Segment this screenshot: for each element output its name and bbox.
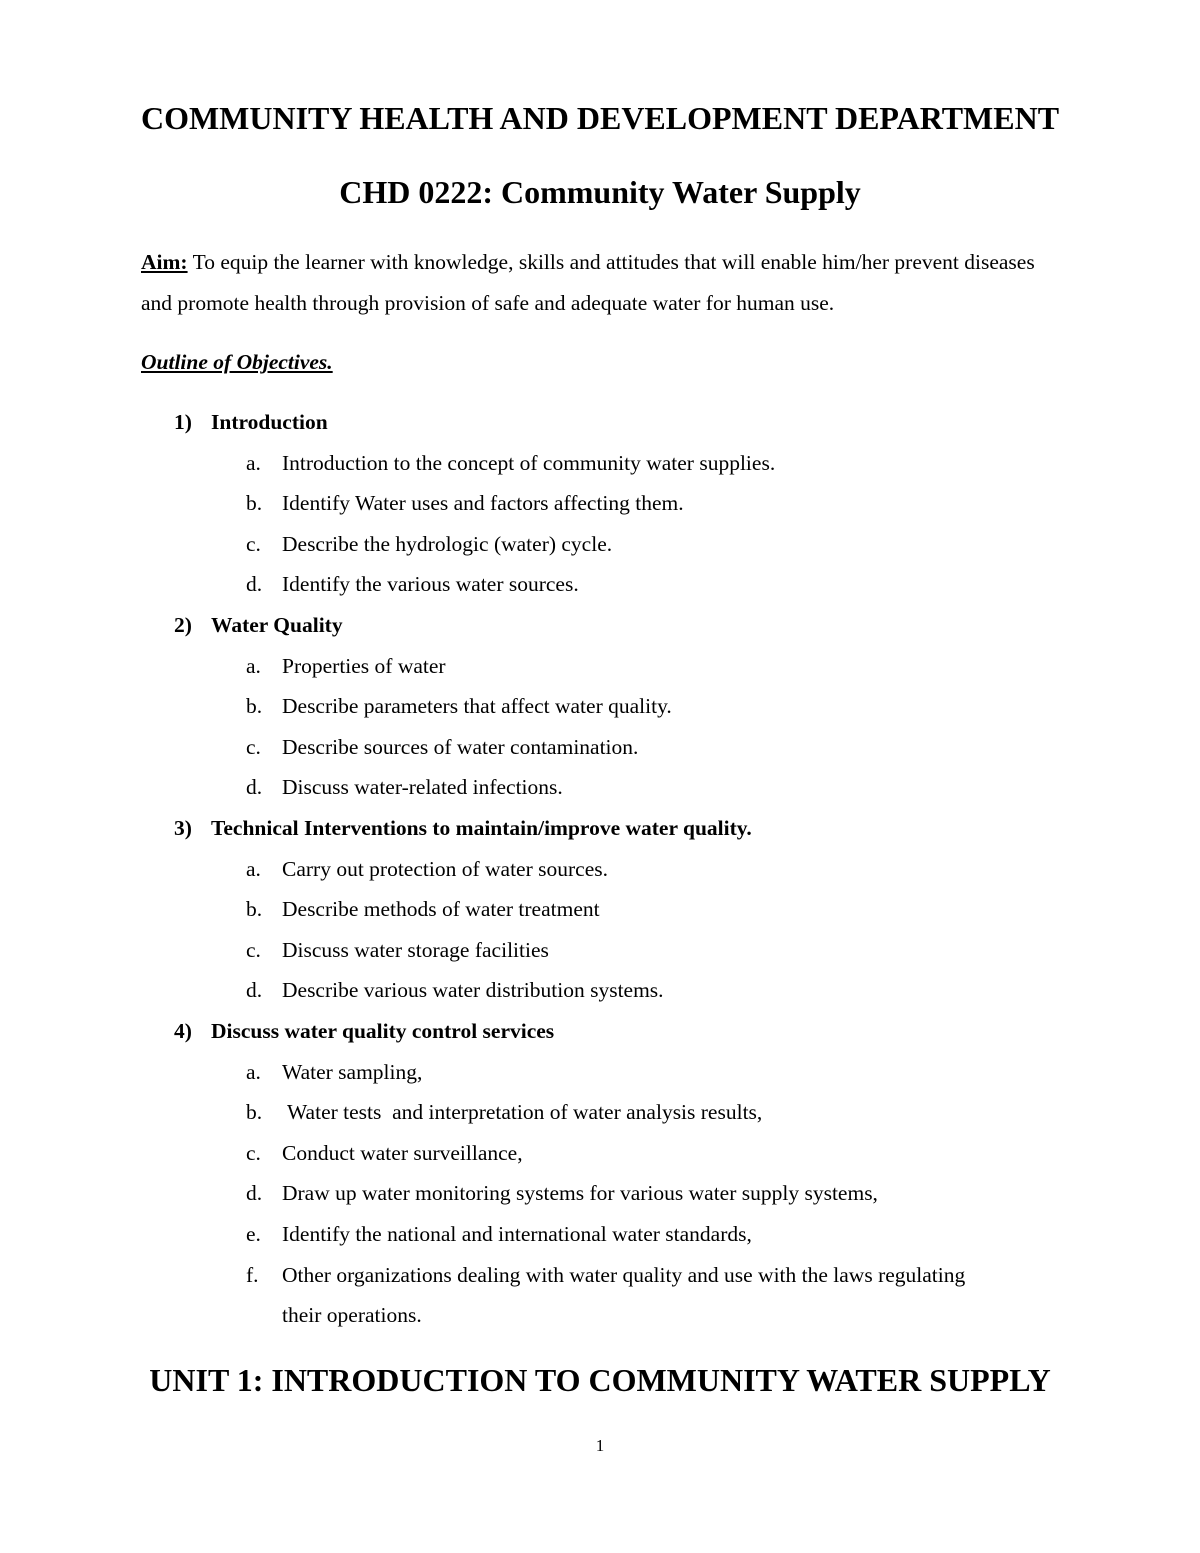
item-letter: c. [246, 937, 261, 962]
aim-label: Aim: [141, 250, 188, 274]
aim-text: To equip the learner with knowledge, skills and attitudes that will enable him/her prevent diseases and promote health through provision of safe and adequate water for human use. [141, 250, 1035, 315]
section-number: 3) [174, 816, 192, 840]
item-text: Discuss water-related infections. [282, 775, 563, 800]
item-letter: a. [246, 450, 261, 475]
item-text: Describe the hydrologic (water) cycle. [282, 531, 613, 556]
item-letter: e. [246, 1222, 261, 1246]
item-text: Carry out protection of water sources. [282, 856, 608, 881]
item-text: Water tests and interpretation of water analysis results, [282, 1100, 763, 1125]
item-text: Identify Water uses and factors affecting them. [282, 491, 684, 516]
item-letter: c. [246, 531, 261, 556]
item-letter: d. [246, 978, 263, 1003]
page-number: 1 [595, 1436, 605, 1455]
item-text: Properties of water [282, 653, 446, 678]
item-letter: c. [246, 734, 261, 759]
item-letter: d. [246, 1181, 263, 1206]
item-text: Other organizations dealing with water quality and use with the laws regulating [282, 1262, 966, 1287]
item-letter: f. [246, 1262, 259, 1287]
item-letter: d. [246, 775, 263, 800]
item-letter: b. [246, 491, 263, 516]
section-title: Water Quality [211, 613, 343, 637]
item-text: Discuss water storage facilities [282, 937, 549, 962]
outline-heading: Outline of Objectives. [141, 350, 333, 374]
item-text: Describe sources of water contamination. [282, 734, 639, 759]
aim-paragraph [141, 242, 1061, 323]
item-letter: b. [246, 897, 263, 922]
item-text: Water sampling, [282, 1059, 423, 1084]
item-text: Describe various water distribution systems. [282, 978, 664, 1003]
item-letter: a. [246, 1059, 261, 1084]
item-text: Identify the national and international water standards, [282, 1222, 752, 1246]
section-number: 4) [174, 1019, 192, 1043]
unit-title: UNIT 1: INTRODUCTION TO COMMUNITY WATER SUPPLY [149, 1362, 1051, 1398]
item-letter: b. [246, 694, 263, 719]
item-text: their operations. [282, 1303, 422, 1328]
course-title: CHD 0222: Community Water Supply [339, 174, 861, 210]
section-title: Technical Interventions to maintain/improve water quality. [211, 816, 752, 840]
section-title: Introduction [211, 410, 328, 434]
item-letter: d. [246, 572, 263, 597]
item-text: Conduct water surveillance, [282, 1140, 523, 1165]
item-text: Introduction to the concept of community water supplies. [282, 450, 776, 475]
item-text: Describe methods of water treatment [282, 897, 600, 922]
item-text: Draw up water monitoring systems for various water supply systems, [282, 1181, 878, 1206]
item-letter: b. [246, 1100, 263, 1125]
item-text: Describe parameters that affect water quality. [282, 694, 672, 719]
department-title: COMMUNITY HEALTH AND DEVELOPMENT DEPARTMENT [140, 100, 1060, 136]
item-letter: a. [246, 653, 261, 678]
section-title: Discuss water quality control services [211, 1019, 555, 1043]
section-number: 2) [174, 613, 192, 637]
item-letter: c. [246, 1140, 261, 1165]
section-number: 1) [174, 410, 192, 434]
item-letter: a. [246, 856, 261, 881]
item-text: Identify the various water sources. [282, 572, 579, 597]
